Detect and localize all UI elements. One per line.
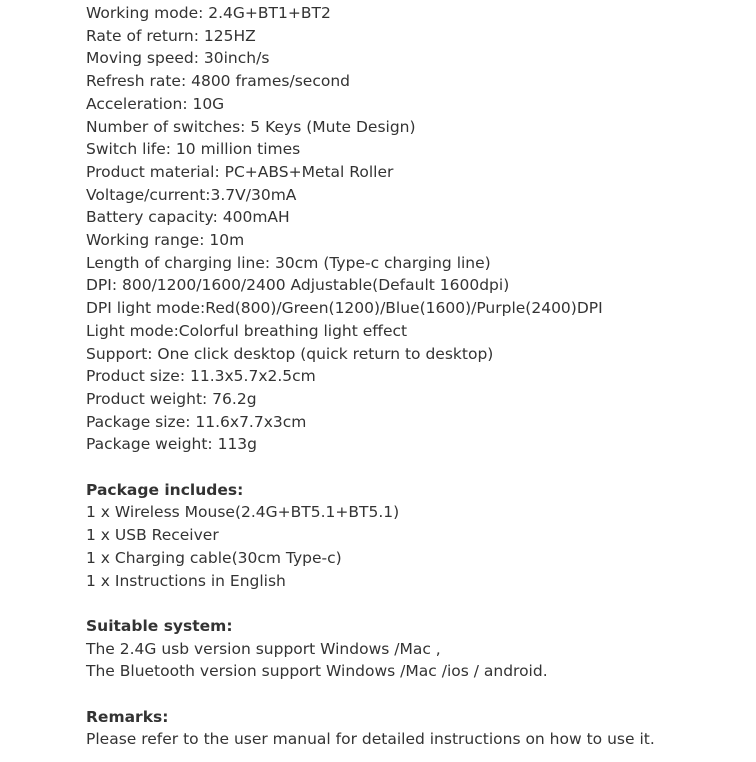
spec-line: Length of charging line: 30cm (Type-c charging line) <box>86 253 491 272</box>
spec-line: Refresh rate: 4800 frames/second <box>86 72 351 91</box>
spec-line: Product size: 11.3x5.7x2.5cm <box>86 367 316 386</box>
spec-list <box>86 2 746 456</box>
section-spacer <box>86 683 746 706</box>
spec-line: Support: One click desktop (quick return to desktop) <box>86 344 494 363</box>
remarks-item: Please refer to the user manual for detailed instructions on how to use it. <box>86 730 655 749</box>
section-spacer <box>86 592 746 615</box>
remarks-section <box>86 706 746 751</box>
product-description <box>86 2 746 751</box>
spec-line: Package size: 11.6x7.7x3cm <box>86 412 307 431</box>
spec-line: Light mode:Colorful breathing light effect <box>86 321 408 340</box>
package-includes-section <box>86 479 746 593</box>
section-spacer <box>86 456 746 479</box>
suitable-system-section <box>86 615 746 683</box>
package-item: 1 x Instructions in English <box>86 571 286 590</box>
package-item: 1 x Wireless Mouse(2.4G+BT5.1+BT5.1) <box>86 503 400 522</box>
package-includes-heading: Package includes: <box>86 480 244 499</box>
remarks-heading: Remarks: <box>86 707 169 726</box>
spec-line: Number of switches: 5 Keys (Mute Design) <box>86 117 416 136</box>
system-item: The Bluetooth version support Windows /Mac /ios / android. <box>86 662 548 681</box>
spec-line: Package weight: 113g <box>86 435 258 454</box>
package-item: 1 x Charging cable(30cm Type-c) <box>86 548 342 567</box>
spec-line: Switch life: 10 million times <box>86 140 301 159</box>
spec-line: Product material: PC+ABS+Metal Roller <box>86 162 394 181</box>
spec-line: Working range: 10m <box>86 231 245 250</box>
package-item: 1 x USB Receiver <box>86 526 219 545</box>
system-item: The 2.4G usb version support Windows /Mac , <box>86 639 441 658</box>
suitable-system-heading: Suitable system: <box>86 616 233 635</box>
spec-line: Working mode: 2.4G+BT1+BT2 <box>86 4 331 22</box>
spec-line: DPI: 800/1200/1600/2400 Adjustable(Default 1600dpi) <box>86 276 510 295</box>
spec-line: Product weight: 76.2g <box>86 389 257 408</box>
spec-line: Battery capacity: 400mAH <box>86 208 290 227</box>
spec-line: Moving speed: 30inch/s <box>86 49 270 68</box>
spec-line: Rate of return: 125HZ <box>86 26 256 45</box>
spec-line: Acceleration: 10G <box>86 94 225 113</box>
spec-line: Voltage/current:3.7V/30mA <box>86 185 297 204</box>
spec-line: DPI light mode:Red(800)/Green(1200)/Blue(1600)/Purple(2400)DPI <box>86 299 603 318</box>
